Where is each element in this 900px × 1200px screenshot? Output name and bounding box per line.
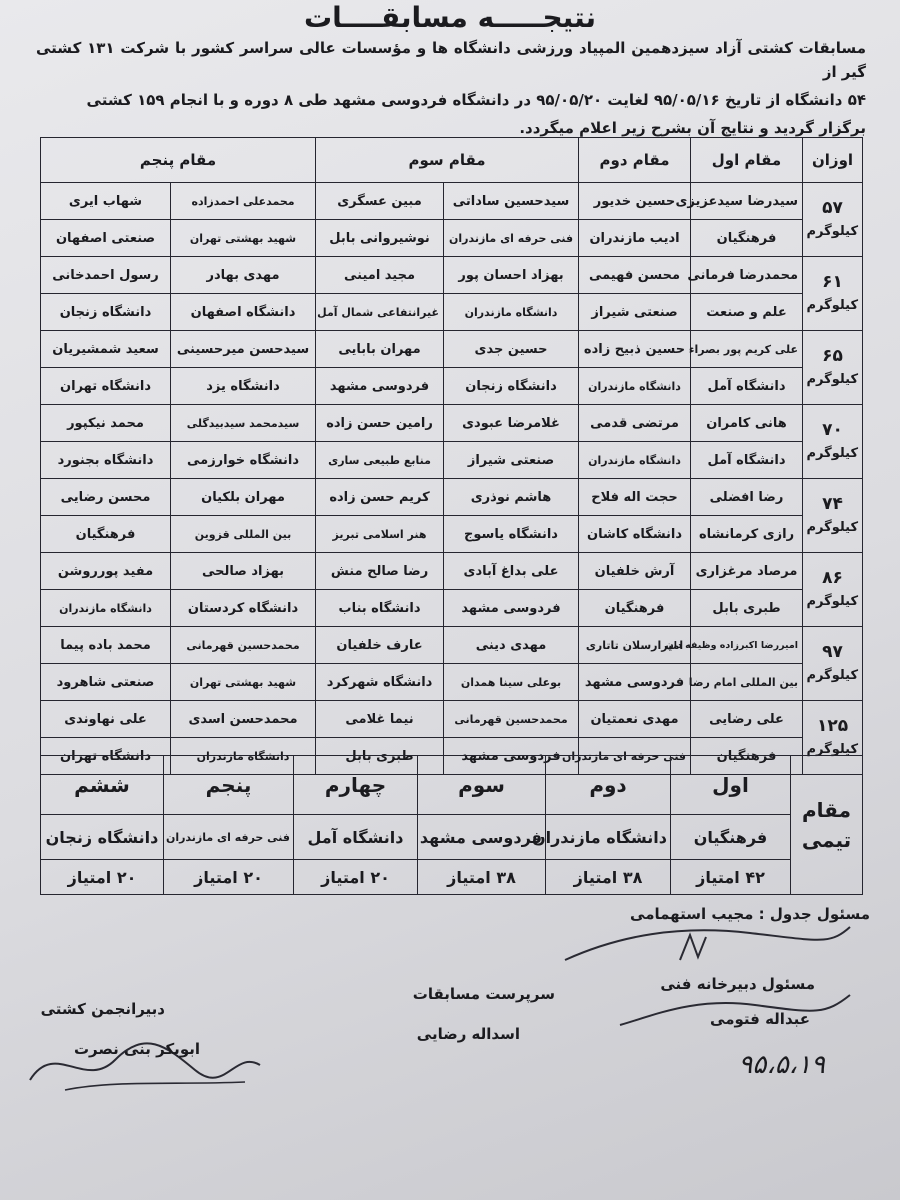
wrestler-name: علی کریم پور بصراء (691, 331, 803, 368)
team-points: ۲۰ امتیاز (41, 860, 164, 895)
wrestler-name: مرتضی قدمی (579, 405, 691, 442)
wrestler-name: حسین جدی (444, 331, 579, 368)
team-points: ۳۸ امتیاز (418, 860, 546, 895)
team-rank: دوم (546, 756, 671, 815)
intro-line-3: برگزار گردید و نتایج آن بشرح زیر اعلام میگردد. (519, 119, 866, 137)
team-university: دانشگاه زنجان (41, 815, 164, 860)
wrestler-name: سیدحسن میرحسینی (171, 331, 316, 368)
intro-paragraph (36, 36, 866, 144)
university-name: دانشگاه تهران (41, 738, 171, 775)
university-name: بین المللی قزوین (171, 516, 316, 553)
supervisor-title: سرپرست مسابقات (412, 985, 555, 1003)
team-points-row (41, 860, 863, 895)
table-manager-signature-scribble (560, 915, 860, 975)
university-name: صنعتی اصفهان (41, 220, 171, 257)
university-name: صنعتی شیراز (444, 442, 579, 479)
team-points: ۲۰ امتیاز (164, 860, 294, 895)
wrestler-name: رامین حسن زاده (316, 405, 444, 442)
university-name: فرهنگیان (691, 220, 803, 257)
wrestler-name: علی بداغ آبادی (444, 553, 579, 590)
kg-label: کیلوگرم (806, 667, 859, 683)
university-row (41, 664, 863, 701)
wrestler-name-row (41, 331, 863, 368)
wrestler-name-row (41, 405, 863, 442)
secretariat-manager-label: مسئول دبیرخانه فنی (660, 975, 815, 993)
team-ranking-header (791, 756, 863, 895)
individual-results-table (40, 137, 863, 775)
wrestler-name: سیدمحمد سیدبیدگلی (171, 405, 316, 442)
university-name: فردوسی مشهد (316, 368, 444, 405)
wrestler-name: شهاب ایری (41, 183, 171, 220)
team-university: دانشگاه آمل (294, 815, 418, 860)
university-name: فنی حرفه ای مازندران (579, 738, 691, 775)
secretariat-name: عبداله فتومی (710, 1010, 810, 1028)
wrestler-name: مهدی بهادر (171, 257, 316, 294)
wrestler-name: بهزاد صالحی (171, 553, 316, 590)
wrestler-name: مهران بابایی (316, 331, 444, 368)
wrestler-name-row (41, 553, 863, 590)
weight-value: ۹۷ (822, 641, 843, 662)
team-rank: اول (671, 756, 791, 815)
wrestler-name: حسین خدیور (579, 183, 691, 220)
wrestler-name: مرصاد مرغزاری (691, 553, 803, 590)
university-name: دانشگاه شهرکرد (316, 664, 444, 701)
header-third-place: مقام سوم (316, 138, 579, 183)
wrestler-name: بهزاد احسان پور (444, 257, 579, 294)
university-name: دانشگاه یاسوج (444, 516, 579, 553)
wrestler-name: آرش خلفیان (579, 553, 691, 590)
kg-label: کیلوگرم (806, 223, 859, 239)
wrestler-name: سیدرضا سیدعزیزی (691, 183, 803, 220)
university-name: شهید بهشتی تهران (171, 664, 316, 701)
kg-label: کیلوگرم (806, 371, 859, 387)
university-name: دانشگاه مازندران (171, 738, 316, 775)
university-name: هنر اسلامی تبریز (316, 516, 444, 553)
intro-line-1: مسابقات کشتی آزاد سیزدهمین المپیاد ورزشی دانشگاه ها و مؤسسات عالی سراسر کشور با شرکت ۱۳۱ کشتی گیر از (36, 39, 866, 81)
university-name: علم و صنعت (691, 294, 803, 331)
university-name: فنی حرفه ای مازندران (444, 220, 579, 257)
wrestler-name-row (41, 627, 863, 664)
wrestler-name-row (41, 257, 863, 294)
wrestler-name: محمدحسین قهرمانی (171, 627, 316, 664)
weight-value: ۷۰ (822, 419, 843, 440)
wrestler-name: رسول احمدخانی (41, 257, 171, 294)
team-rank: ششم (41, 756, 164, 815)
university-name: دانشگاه مازندران (41, 590, 171, 627)
university-row (41, 220, 863, 257)
university-name: دانشگاه مازندران (579, 442, 691, 479)
wrestler-name: محسن فهیمی (579, 257, 691, 294)
university-name: طبری بابل (316, 738, 444, 775)
table-manager-signature-label: مسئول جدول : مجیب استهمامی (630, 905, 870, 923)
university-name: رازی کرمانشاه (691, 516, 803, 553)
team-university: دانشگاه مازندران (546, 815, 671, 860)
header-fifth-place: مقام پنجم (41, 138, 316, 183)
wrestler-name: مهدی نعمتیان (579, 701, 691, 738)
wrestler-name: مفید پورروشن (41, 553, 171, 590)
wrestler-name: محسن رضایی (41, 479, 171, 516)
team-university: فردوسی مشهد (418, 815, 546, 860)
university-name: دانشگاه مازندران (579, 368, 691, 405)
wrestler-name: رضا افضلی (691, 479, 803, 516)
wrestler-name-row (41, 701, 863, 738)
weight-class-cell (803, 183, 863, 257)
wrestler-name: هاشم نوذری (444, 479, 579, 516)
wrestler-name-row (41, 183, 863, 220)
university-name: دانشگاه کاشان (579, 516, 691, 553)
supervisor-name: اسداله رضایی (416, 1025, 520, 1043)
university-row (41, 516, 863, 553)
university-name: بین المللی امام رضا (691, 664, 803, 701)
wrestler-name: عارف خلفیان (316, 627, 444, 664)
wrestler-name: امیررضا اکبرزاده وظیفه دان (691, 627, 803, 664)
team-header-line-1: مقام (802, 798, 851, 822)
wrestler-name: محمدرضا فرمانی (691, 257, 803, 294)
university-row (41, 294, 863, 331)
weight-class-cell (803, 553, 863, 627)
university-row (41, 368, 863, 405)
wrestler-name: حسین ذبیح زاده (579, 331, 691, 368)
wrestler-name: مبین عسگری (316, 183, 444, 220)
university-name: نوشیروانی بابل (316, 220, 444, 257)
wrestler-name: مجید امینی (316, 257, 444, 294)
team-university-row (41, 815, 863, 860)
kg-label: کیلوگرم (806, 445, 859, 461)
wrestler-name: مهدی دینی (444, 627, 579, 664)
university-name: دانشگاه مازندران (444, 294, 579, 331)
weight-class-cell (803, 405, 863, 479)
signature-date: ۹۵،۵،۱۹ (738, 1050, 825, 1080)
weight-class-cell (803, 257, 863, 331)
wrestler-name: محمد نیکپور (41, 405, 171, 442)
university-name: دانشگاه آمل (691, 442, 803, 479)
wrestler-name: هانی کامران (691, 405, 803, 442)
results-body (41, 183, 863, 775)
university-name: فرهنگیان (579, 590, 691, 627)
wrestler-name: کریم حسن زاده (316, 479, 444, 516)
university-name: دانشگاه تهران (41, 368, 171, 405)
wrestler-name: محمدحسن اسدی (171, 701, 316, 738)
weight-value: ۶۵ (822, 345, 843, 366)
university-name: دانشگاه یزد (171, 368, 316, 405)
team-rank: چهارم (294, 756, 418, 815)
university-name: دانشگاه زنجان (444, 368, 579, 405)
university-name: بوعلی سینا همدان (444, 664, 579, 701)
university-row (41, 442, 863, 479)
university-name: شهید بهشتی تهران (171, 220, 316, 257)
weight-value: ۱۲۵ (816, 715, 849, 736)
team-rank: پنجم (164, 756, 294, 815)
wrestler-name: مهران بلکیان (171, 479, 316, 516)
kg-label: کیلوگرم (806, 741, 859, 757)
team-university: فنی حرفه ای مازندران (164, 815, 294, 860)
header-first-place: مقام اول (691, 138, 803, 183)
team-results-table (40, 755, 863, 895)
header-weights: اوزان (803, 138, 863, 183)
university-name: دانشگاه کردستان (171, 590, 316, 627)
wrestler-name: سیدحسین ساداتی (444, 183, 579, 220)
team-header-line-2: تیمی (801, 828, 852, 852)
document-title: نتیجـــــه مسابقــــات (303, 1, 597, 34)
weight-value: ۷۴ (822, 493, 843, 514)
weight-value: ۸۶ (822, 567, 843, 588)
wrestler-name: رضا صالح منش (316, 553, 444, 590)
university-name: فردوسی مشهد (579, 664, 691, 701)
team-rank: سوم (418, 756, 546, 815)
header-second-place: مقام دوم (579, 138, 691, 183)
team-points: ۴۲ امتیاز (671, 860, 791, 895)
weight-value: ۵۷ (822, 197, 843, 218)
results-header-row (41, 138, 863, 183)
university-name: دانشگاه زنجان (41, 294, 171, 331)
university-name: فردوسی مشهد (444, 590, 579, 627)
wrestler-name: علی نهاوندی (41, 701, 171, 738)
kg-label: کیلوگرم (806, 593, 859, 609)
wrestler-name: علی رضایی (691, 701, 803, 738)
wrestler-name-row (41, 479, 863, 516)
university-name: غیرانتفاعی شمال آمل (316, 294, 444, 331)
university-row (41, 590, 863, 627)
university-name: دانشگاه آمل (691, 368, 803, 405)
kg-label: کیلوگرم (806, 519, 859, 535)
wrestler-name: حجت اله فلاح (579, 479, 691, 516)
university-name: دانشگاه بجنورد (41, 442, 171, 479)
university-name: دانشگاه اصفهان (171, 294, 316, 331)
wrestler-name: سعید شمشیریان (41, 331, 171, 368)
team-university: فرهنگیان (671, 815, 791, 860)
university-name: طبری بابل (691, 590, 803, 627)
weight-class-cell (803, 627, 863, 701)
university-name: دانشگاه خوارزمی (171, 442, 316, 479)
university-name: صنعتی شاهرود (41, 664, 171, 701)
university-name: دانشگاه بناب (316, 590, 444, 627)
university-name: فرهنگیان (41, 516, 171, 553)
university-name: ادیب مازندران (579, 220, 691, 257)
secretary-title: دبیرانجمن کشتی (40, 1000, 165, 1018)
university-name: فرهنگیان (691, 738, 803, 775)
weight-value: ۶۱ (822, 271, 843, 292)
wrestler-name: غلامرضا عبودی (444, 405, 579, 442)
university-name: منابع طبیعی ساری (316, 442, 444, 479)
wrestler-name: محمد باده پیما (41, 627, 171, 664)
university-name: فردوسی مشهد (444, 738, 579, 775)
wrestler-name: محمدحسین قهرمانی (444, 701, 579, 738)
team-points: ۳۸ امتیاز (546, 860, 671, 895)
secretary-name: ابوبکر بنی نصرت (73, 1040, 200, 1058)
intro-line-2: ۵۴ دانشگاه از تاریخ ۹۵/۰۵/۱۶ لغایت ۹۵/۰۵/۲۰ در دانشگاه فردوسی مشهد طی ۸ دوره و با انجام ۱۵۹ کشتی (86, 91, 866, 109)
weight-class-cell (803, 331, 863, 405)
team-points: ۲۰ امتیاز (294, 860, 418, 895)
wrestler-name: نیما غلامی (316, 701, 444, 738)
wrestler-name: محمدعلی احمدزاده (171, 183, 316, 220)
kg-label: کیلوگرم (806, 297, 859, 313)
team-rank-row (41, 756, 863, 815)
university-name: صنعتی شیراز (579, 294, 691, 331)
weight-class-cell (803, 479, 863, 553)
wrestler-name: امیرارسلان تاتاری (579, 627, 691, 664)
